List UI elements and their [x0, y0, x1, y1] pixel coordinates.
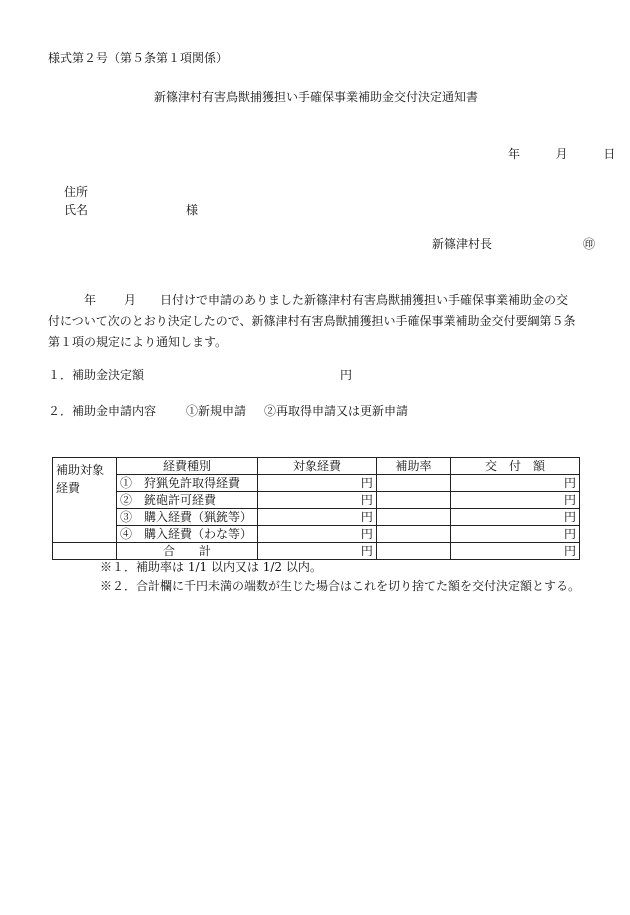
- row-amount-unit: 円: [258, 526, 377, 543]
- document-title: 新篠津村有害鳥獣捕獲担い手確保事業補助金交付決定通知書: [154, 90, 479, 104]
- row-kind: ③ 購入経費（猟銃等）: [116, 509, 257, 526]
- date-month: 月: [555, 147, 568, 161]
- row-kind: ④ 購入経費（わな等）: [116, 526, 257, 543]
- total-rate: [376, 543, 450, 560]
- row-amount-unit: 円: [258, 492, 377, 509]
- note-2: ※２．合計欄に千円未満の端数が生じた場合はこれを切り捨てた額を交付決定額とする。: [100, 579, 581, 593]
- date-year: 年: [508, 147, 521, 161]
- row-rate: [376, 492, 450, 509]
- body-line-2: 付について次のとおり決定したので、新篠津村有害鳥獣捕獲担い手確保事業補助金交付要綱第５条: [48, 314, 576, 328]
- issue-date: [508, 148, 615, 160]
- row-kind: ① 狩猟免許取得経費: [116, 475, 257, 492]
- category-cell: 補助対象 経費: [53, 458, 117, 543]
- table-total-row: [53, 543, 580, 560]
- header-rate: 補助率: [376, 458, 450, 475]
- row-amount-unit: 円: [258, 475, 377, 492]
- option-renewal-application: ②再取得申請又は更新申請: [264, 404, 409, 418]
- table-row: [53, 492, 580, 509]
- row-rate: [376, 475, 450, 492]
- header-grant: 交 付 額: [451, 458, 580, 475]
- row-grant-unit: 円: [451, 475, 580, 492]
- header-kind: 経費種別: [116, 458, 257, 475]
- table-row: [53, 509, 580, 526]
- row-grant-unit: 円: [451, 526, 580, 543]
- date-day: 日: [603, 147, 616, 161]
- name-label: 氏名: [64, 203, 89, 217]
- issuer-title: 新篠津村長: [432, 237, 493, 251]
- address-label: 住所: [64, 185, 89, 199]
- row-rate: [376, 526, 450, 543]
- item2-label: ２．補助金申請内容: [48, 404, 157, 418]
- row-grant-unit: 円: [451, 509, 580, 526]
- row-kind: ② 銃砲許可経費: [116, 492, 257, 509]
- item1-label: １．補助金決定額: [48, 368, 145, 382]
- header-amount: 対象経費: [258, 458, 377, 475]
- table-row: [53, 526, 580, 543]
- row-rate: [376, 509, 450, 526]
- total-grant-unit: 円: [451, 543, 580, 560]
- total-category-blank: [53, 543, 117, 560]
- note-1: ※１．補助率は 1/1 以内又は 1/2 以内。: [100, 560, 322, 574]
- seal-mark: ㊞: [583, 237, 596, 251]
- table-header-row: [53, 458, 580, 475]
- body-paragraph: [48, 290, 608, 353]
- body-line-1: 年 月 日付けで申請のありました新篠津村有害鳥獣捕獲担い手確保事業補助金の交: [84, 293, 569, 307]
- honorific: 様: [186, 203, 199, 217]
- option-new-application: ①新規申請: [186, 404, 247, 418]
- total-label: 合 計: [116, 543, 257, 560]
- item1-unit: 円: [340, 368, 353, 382]
- row-amount-unit: 円: [258, 509, 377, 526]
- grant-table: [52, 457, 580, 560]
- form-number: 様式第２号（第５条第１項関係）: [48, 51, 229, 65]
- total-amount-unit: 円: [258, 543, 377, 560]
- row-grant-unit: 円: [451, 492, 580, 509]
- table-row: [53, 475, 580, 492]
- body-line-3: 第１項の規定により通知します。: [48, 335, 228, 349]
